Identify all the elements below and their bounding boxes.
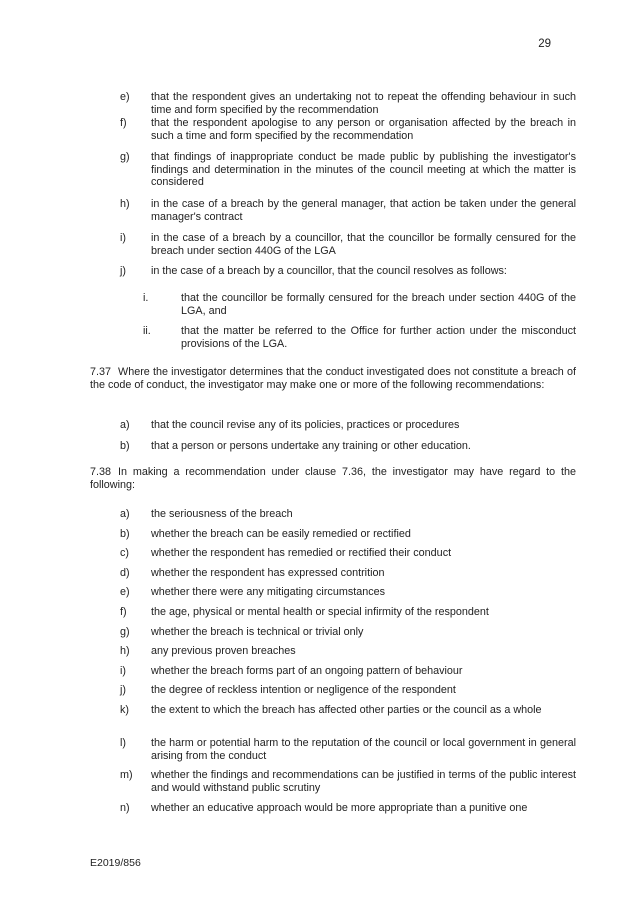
list-item (120, 440, 576, 453)
clause-number: 7.37 (90, 366, 112, 378)
list-item-label: c) (120, 547, 129, 559)
list-item (120, 645, 576, 658)
list-item-text: that the council revise any of its policies, practices or procedures (151, 419, 460, 431)
sub-list-item-label: ii. (143, 325, 151, 337)
list-item-text: whether the respondent has remedied or rectified their conduct (151, 547, 452, 559)
list-item (120, 737, 576, 762)
list-item-text: the harm or potential harm to the reputation of the council or local government in general arising from the conduct (151, 737, 576, 762)
list-item (120, 117, 576, 142)
list-item-text: whether the breach can be easily remedied or rectified (151, 528, 411, 540)
list-item-text: whether the breach forms part of an ongoing pattern of behaviour (151, 665, 463, 677)
sub-list-item-label: i. (143, 292, 149, 304)
list-item-label: d) (120, 567, 130, 579)
list-item-text: in the case of a breach by the general manager, that action be taken under the general manager's contract (151, 198, 576, 223)
list-item-label: f) (120, 117, 127, 129)
list-item-label: i) (120, 665, 126, 677)
list-item (120, 567, 576, 580)
list-item-text: any previous proven breaches (151, 645, 296, 657)
list-item-label: i) (120, 232, 126, 244)
list-item-label: j) (120, 684, 126, 696)
list-item (120, 684, 576, 697)
sub-list-item-text: that the councillor be formally censured for the breach under section 440G of the LGA, and (181, 292, 576, 317)
list-item (120, 528, 576, 541)
list-item-label: f) (120, 606, 127, 618)
list-item-label: n) (120, 802, 130, 814)
list-item-label: g) (120, 151, 130, 163)
list-item-text: that the respondent apologise to any person or organisation affected by the breach in such a time and form specified by the recommendation (151, 117, 576, 142)
list-item-label: b) (120, 528, 130, 540)
list-item (120, 508, 576, 521)
list-item-label: h) (120, 198, 130, 210)
list-item (120, 198, 576, 223)
list-item (120, 586, 576, 599)
list-item (120, 91, 576, 116)
list-item-text: the seriousness of the breach (151, 508, 293, 520)
list-item-label: h) (120, 645, 130, 657)
page-number: 29 (538, 38, 551, 50)
list-item-label: k) (120, 704, 129, 716)
list-item-text: the degree of reckless intention or negligence of the respondent (151, 684, 456, 696)
sub-list-item (143, 325, 576, 350)
list-item (120, 547, 576, 560)
list-item (120, 232, 576, 257)
list-item-label: e) (120, 586, 130, 598)
list-item (120, 704, 576, 717)
list-item-text: whether there were any mitigating circumstances (151, 586, 386, 598)
clause-7-38 (90, 466, 576, 491)
clause-7-37 (90, 366, 576, 391)
list-item-text: that a person or persons undertake any training or other education. (151, 440, 471, 452)
list-item-label: g) (120, 626, 130, 638)
list-item-label: j) (120, 265, 126, 277)
list-item (120, 665, 576, 678)
list-item-text: that findings of inappropriate conduct be made public by publishing the investigator's findings and determination in the minutes of the council meeting at which the matter is considered (151, 151, 576, 188)
list-item-label: a) (120, 508, 130, 520)
list-item (120, 626, 576, 639)
list-item-text: whether the respondent has expressed contrition (151, 567, 385, 579)
list-item-label: a) (120, 419, 130, 431)
list-item-text: in the case of a breach by a councillor, that the council resolves as follows: (151, 265, 507, 277)
list-item (120, 802, 576, 815)
sub-list-item-text: that the matter be referred to the Office for further action under the misconduct provisions of the LGA. (181, 325, 576, 350)
list-item-label: e) (120, 91, 130, 103)
sub-list-item (143, 292, 576, 317)
clause-number: 7.38 (90, 466, 112, 478)
list-item (120, 769, 576, 794)
list-item-label: b) (120, 440, 130, 452)
list-item-text: in the case of a breach by a councillor, that the councillor be formally censured for the breach under section 440G of the LGA (151, 232, 576, 257)
list-item (120, 151, 576, 189)
list-item-text: the extent to which the breach has affected other parties or the council as a whole (151, 704, 542, 716)
list-item (120, 419, 576, 432)
list-item-text: the age, physical or mental health or special infirmity of the respondent (151, 606, 489, 618)
list-item-text: whether the breach is technical or trivial only (151, 626, 364, 638)
list-item-label: l) (120, 737, 126, 749)
list-item-text: that the respondent gives an undertaking not to repeat the offending behaviour in such time and form specified by the recommendation (151, 91, 576, 116)
document-reference: E2019/856 (90, 857, 141, 869)
list-item-label: m) (120, 769, 133, 781)
list-item (120, 265, 576, 278)
clause-text: Where the investigator determines that the conduct investigated does not constitute a breach of the code of conduct, the investigator may make one or more of the following recommendations: (90, 366, 576, 391)
list-item-text: whether an educative approach would be more appropriate than a punitive one (151, 802, 528, 814)
list-item (120, 606, 576, 619)
clause-text: In making a recommendation under clause 7.36, the investigator may have regard to the following: (90, 466, 576, 491)
list-item-text: whether the findings and recommendations can be justified in terms of the public interest and would withstand public scrutiny (151, 769, 576, 794)
